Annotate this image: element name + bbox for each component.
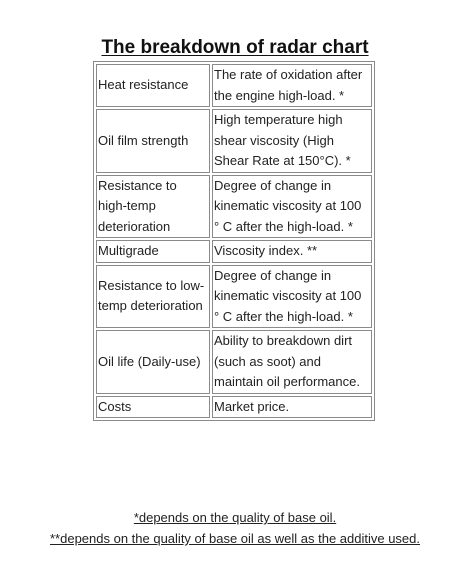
breakdown-table: [93, 61, 375, 421]
table-row: [96, 330, 372, 394]
row-description: The rate of oxidation after the engine high-load. *: [212, 64, 372, 107]
row-description: Degree of change in kinematic viscosity at 100 ° C after the high-load. *: [212, 265, 372, 329]
table-row: [96, 175, 372, 239]
row-description: Viscosity index. **: [212, 240, 372, 263]
table-row: [96, 265, 372, 329]
table-row: [96, 240, 372, 263]
row-item: Resistance to high-temp deterioration: [96, 175, 210, 239]
row-item: Multigrade: [96, 240, 210, 263]
footnote-double-star: **depends on the quality of base oil as well as the additive used.: [49, 531, 421, 546]
row-item: Oil film strength: [96, 109, 210, 173]
row-item: Costs: [96, 396, 210, 419]
table-row: [96, 109, 372, 173]
row-description: Ability to breakdown dirt (such as soot) and maintain oil performance.: [212, 330, 372, 394]
table-row: [96, 64, 372, 107]
row-description: Market price.: [212, 396, 372, 419]
row-item: Resistance to low-temp deterioration: [96, 265, 210, 329]
row-item: Heat resistance: [96, 64, 210, 107]
footnote-single-star: *depends on the quality of base oil.: [133, 510, 337, 525]
row-description: High temperature high shear viscosity (High Shear Rate at 150°C). *: [212, 109, 372, 173]
table-row: [96, 396, 372, 419]
page-title: The breakdown of radar chart: [101, 37, 369, 58]
row-description: Degree of change in kinematic viscosity at 100 ° C after the high-load. *: [212, 175, 372, 239]
breakdown-table-container: [93, 61, 375, 421]
row-item: Oil life (Daily-use): [96, 330, 210, 394]
